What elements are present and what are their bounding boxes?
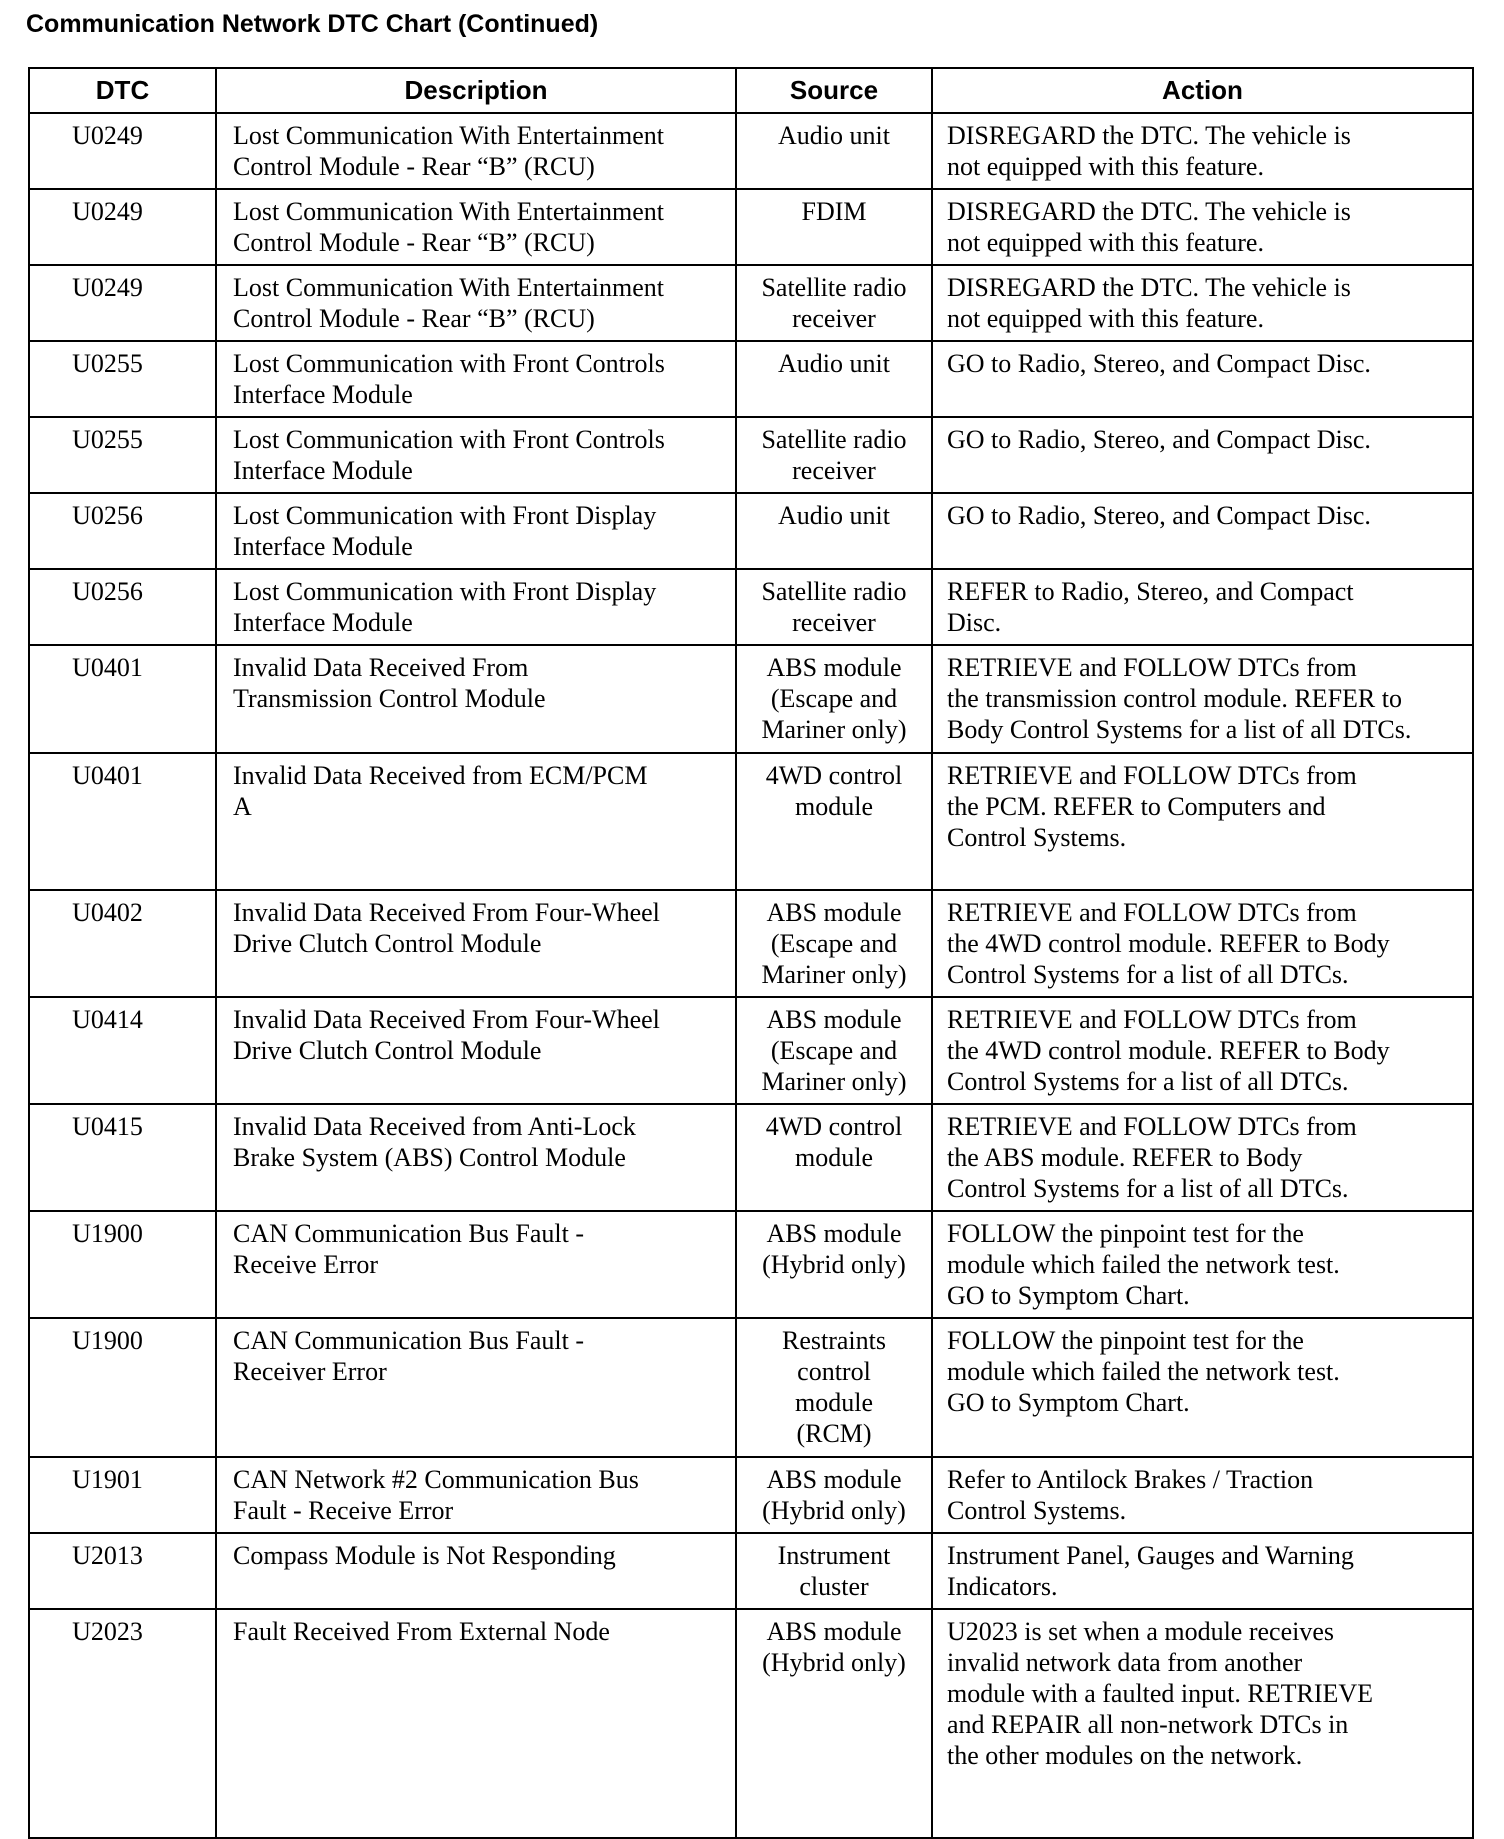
- action-cell-line: Instrument Panel, Gauges and Warning: [947, 1541, 1354, 1570]
- table-row: [29, 1457, 1473, 1533]
- description-cell-line: Fault - Receive Error: [233, 1496, 454, 1525]
- source-cell: [736, 997, 932, 1104]
- source-cell-line: ABS module: [766, 653, 902, 682]
- table-row: [29, 417, 1473, 493]
- source-cell: [736, 1211, 932, 1318]
- action-cell: [932, 1609, 1473, 1838]
- action-cell-line: the PCM. REFER to Computers and: [947, 792, 1326, 821]
- description-cell-line: Lost Communication with Front Controls: [233, 425, 665, 454]
- dtc-cell: U0415: [29, 1104, 216, 1211]
- source-cell: [736, 417, 932, 493]
- description-cell-line: Lost Communication with Front Controls: [233, 349, 665, 378]
- table-body: [29, 113, 1473, 1838]
- description-cell-line: Invalid Data Received from Anti-Lock: [233, 1112, 636, 1141]
- source-cell: [736, 1457, 932, 1533]
- description-cell: [216, 493, 736, 569]
- description-cell-line: Compass Module is Not Responding: [233, 1541, 616, 1570]
- source-cell-line: ABS module: [766, 1465, 902, 1494]
- source-cell-line: Mariner only): [761, 715, 907, 744]
- dtc-cell: U0256: [29, 493, 216, 569]
- description-cell-line: Drive Clutch Control Module: [233, 1036, 542, 1065]
- table-row: [29, 569, 1473, 645]
- action-cell-line: RETRIEVE and FOLLOW DTCs from: [947, 898, 1357, 927]
- source-cell: [736, 493, 932, 569]
- description-cell: [216, 997, 736, 1104]
- source-cell-line: Satellite radio: [761, 273, 907, 302]
- dtc-cell: U1900: [29, 1211, 216, 1318]
- description-cell-line: Lost Communication With Entertainment: [233, 197, 665, 226]
- description-cell-line: Drive Clutch Control Module: [233, 929, 542, 958]
- action-cell-line: Control Systems for a list of all DTCs.: [947, 1067, 1349, 1096]
- description-cell: [216, 1211, 736, 1318]
- action-cell-line: Control Systems.: [947, 823, 1127, 852]
- table-row: [29, 265, 1473, 341]
- source-cell: [736, 890, 932, 997]
- source-cell: [736, 1104, 932, 1211]
- description-cell: [216, 645, 736, 753]
- source-cell: [736, 569, 932, 645]
- action-cell-line: the 4WD control module. REFER to Body: [947, 1036, 1390, 1065]
- dtc-cell: U0249: [29, 265, 216, 341]
- action-cell: [932, 1211, 1473, 1318]
- action-cell-line: module which failed the network test.: [947, 1250, 1340, 1279]
- description-cell-line: Lost Communication With Entertainment: [233, 121, 665, 150]
- description-cell-line: Fault Received From External Node: [233, 1617, 610, 1646]
- action-cell: [932, 493, 1473, 569]
- source-cell-line: ABS module: [766, 1005, 902, 1034]
- source-cell: [736, 341, 932, 417]
- dtc-table: [28, 67, 1474, 1839]
- description-cell-line: Invalid Data Received From Four-Wheel: [233, 1005, 660, 1034]
- action-cell-line: DISREGARD the DTC. The vehicle is: [947, 273, 1351, 302]
- action-cell-line: GO to Radio, Stereo, and Compact Disc.: [947, 501, 1371, 530]
- table-row: [29, 341, 1473, 417]
- action-cell-line: RETRIEVE and FOLLOW DTCs from: [947, 1005, 1357, 1034]
- action-cell-line: RETRIEVE and FOLLOW DTCs from: [947, 653, 1357, 682]
- description-cell-line: Invalid Data Received From: [233, 653, 529, 682]
- description-cell-line: Lost Communication with Front Display: [233, 577, 657, 606]
- description-cell-line: Receiver Error: [233, 1357, 387, 1386]
- description-cell-line: Transmission Control Module: [233, 684, 546, 713]
- table-row: [29, 113, 1473, 189]
- source-cell: [736, 1533, 932, 1609]
- action-cell-line: module with a faulted input. RETRIEVE: [947, 1679, 1374, 1708]
- source-cell-line: receiver: [792, 608, 876, 637]
- table-header-row: [29, 68, 1473, 113]
- source-cell: [736, 753, 932, 890]
- table-row: [29, 1609, 1473, 1838]
- header-description: Description: [216, 68, 736, 113]
- table-row: [29, 1104, 1473, 1211]
- source-cell-line: (Hybrid only): [762, 1648, 906, 1677]
- action-cell-line: invalid network data from another: [947, 1648, 1303, 1677]
- description-cell: [216, 1457, 736, 1533]
- description-cell: [216, 265, 736, 341]
- header-action: Action: [932, 68, 1473, 113]
- table-row: [29, 1318, 1473, 1457]
- action-cell-line: GO to Radio, Stereo, and Compact Disc.: [947, 425, 1371, 454]
- source-cell-line: cluster: [799, 1572, 869, 1601]
- source-cell-line: Mariner only): [761, 1067, 907, 1096]
- source-cell: [736, 189, 932, 265]
- action-cell-line: FOLLOW the pinpoint test for the: [947, 1219, 1304, 1248]
- description-cell-line: Control Module - Rear “B” (RCU): [233, 304, 595, 333]
- description-cell-line: CAN Network #2 Communication Bus: [233, 1465, 639, 1494]
- description-cell-line: Invalid Data Received from ECM/PCM: [233, 761, 648, 790]
- action-cell-line: and REPAIR all non-network DTCs in: [947, 1710, 1349, 1739]
- source-cell: [736, 645, 932, 753]
- source-cell-line: Audio unit: [778, 349, 890, 378]
- description-cell-line: A: [233, 792, 252, 821]
- action-cell-line: Control Systems.: [947, 1496, 1127, 1525]
- description-cell-line: Interface Module: [233, 456, 413, 485]
- action-cell: [932, 113, 1473, 189]
- header-dtc: DTC: [29, 68, 216, 113]
- action-cell-line: not equipped with this feature.: [947, 152, 1264, 181]
- action-cell-line: GO to Radio, Stereo, and Compact Disc.: [947, 349, 1371, 378]
- source-cell-line: Mariner only): [761, 960, 907, 989]
- dtc-cell: U0402: [29, 890, 216, 997]
- dtc-cell: U1900: [29, 1318, 216, 1457]
- source-cell-line: ABS module: [766, 1617, 902, 1646]
- action-cell-line: FOLLOW the pinpoint test for the: [947, 1326, 1304, 1355]
- action-cell-line: GO to Symptom Chart.: [947, 1388, 1190, 1417]
- description-cell: [216, 1609, 736, 1838]
- source-cell-line: FDIM: [801, 197, 867, 226]
- source-cell: [736, 1609, 932, 1838]
- page-title: Communication Network DTC Chart (Continued): [26, 10, 599, 38]
- table-row: [29, 753, 1473, 890]
- table-row: [29, 1533, 1473, 1609]
- header-source: Source: [736, 68, 932, 113]
- action-cell-line: Body Control Systems for a list of all DTCs.: [947, 715, 1412, 744]
- description-cell: [216, 753, 736, 890]
- description-cell: [216, 1318, 736, 1457]
- dtc-cell: U0255: [29, 341, 216, 417]
- source-cell: [736, 265, 932, 341]
- table-row: [29, 1211, 1473, 1318]
- dtc-cell: U2013: [29, 1533, 216, 1609]
- description-cell-line: Invalid Data Received From Four-Wheel: [233, 898, 660, 927]
- action-cell-line: not equipped with this feature.: [947, 228, 1264, 257]
- description-cell: [216, 1533, 736, 1609]
- table-row: [29, 493, 1473, 569]
- description-cell: [216, 341, 736, 417]
- action-cell-line: Disc.: [947, 608, 1002, 637]
- action-cell-line: Indicators.: [947, 1572, 1058, 1601]
- dtc-cell: U0414: [29, 997, 216, 1104]
- source-cell-line: (Hybrid only): [762, 1250, 906, 1279]
- description-cell-line: Lost Communication With Entertainment: [233, 273, 665, 302]
- dtc-cell: U0249: [29, 189, 216, 265]
- action-cell-line: RETRIEVE and FOLLOW DTCs from: [947, 1112, 1357, 1141]
- source-cell-line: (Escape and: [770, 1036, 898, 1065]
- dtc-cell: U0256: [29, 569, 216, 645]
- action-cell-line: not equipped with this feature.: [947, 304, 1264, 333]
- action-cell-line: RETRIEVE and FOLLOW DTCs from: [947, 761, 1357, 790]
- description-cell: [216, 113, 736, 189]
- source-cell-line: Satellite radio: [761, 425, 907, 454]
- source-cell-line: module: [795, 1388, 873, 1417]
- action-cell-line: GO to Symptom Chart.: [947, 1281, 1190, 1310]
- action-cell-line: the 4WD control module. REFER to Body: [947, 929, 1390, 958]
- action-cell: [932, 341, 1473, 417]
- action-cell: [932, 1104, 1473, 1211]
- action-cell-line: the transmission control module. REFER to: [947, 684, 1402, 713]
- table-row: [29, 645, 1473, 753]
- action-cell: [932, 1318, 1473, 1457]
- source-cell-line: 4WD control: [765, 761, 903, 790]
- action-cell-line: the ABS module. REFER to Body: [947, 1143, 1303, 1172]
- action-cell-line: Control Systems for a list of all DTCs.: [947, 960, 1349, 989]
- action-cell: [932, 1457, 1473, 1533]
- dtc-cell: U0249: [29, 113, 216, 189]
- action-cell: [932, 265, 1473, 341]
- source-cell-line: receiver: [792, 304, 876, 333]
- source-cell-line: ABS module: [766, 898, 902, 927]
- action-cell-line: Control Systems for a list of all DTCs.: [947, 1174, 1349, 1203]
- action-cell-line: U2023 is set when a module receives: [947, 1617, 1335, 1646]
- source-cell-line: (Escape and: [770, 684, 898, 713]
- description-cell: [216, 417, 736, 493]
- description-cell-line: Control Module - Rear “B” (RCU): [233, 228, 595, 257]
- source-cell-line: Restraints: [782, 1326, 886, 1355]
- action-cell-line: Refer to Antilock Brakes / Traction: [947, 1465, 1314, 1494]
- action-cell: [932, 189, 1473, 265]
- table-row: [29, 997, 1473, 1104]
- description-cell: [216, 569, 736, 645]
- action-cell: [932, 1533, 1473, 1609]
- source-cell-line: (RCM): [796, 1419, 872, 1448]
- source-cell-line: (Hybrid only): [762, 1496, 906, 1525]
- description-cell: [216, 1104, 736, 1211]
- description-cell-line: Interface Module: [233, 380, 413, 409]
- action-cell: [932, 645, 1473, 753]
- source-cell-line: module: [795, 792, 873, 821]
- description-cell-line: Interface Module: [233, 608, 413, 637]
- dtc-cell: U1901: [29, 1457, 216, 1533]
- action-cell: [932, 997, 1473, 1104]
- source-cell: [736, 1318, 932, 1457]
- description-cell: [216, 890, 736, 997]
- description-cell: [216, 189, 736, 265]
- action-cell-line: module which failed the network test.: [947, 1357, 1340, 1386]
- source-cell-line: receiver: [792, 456, 876, 485]
- description-cell-line: CAN Communication Bus Fault -: [233, 1326, 584, 1355]
- action-cell: [932, 753, 1473, 890]
- dtc-cell: U0401: [29, 645, 216, 753]
- action-cell: [932, 417, 1473, 493]
- action-cell-line: the other modules on the network.: [947, 1741, 1303, 1770]
- source-cell-line: module: [795, 1143, 873, 1172]
- action-cell: [932, 890, 1473, 997]
- action-cell-line: REFER to Radio, Stereo, and Compact: [947, 577, 1354, 606]
- description-cell-line: Interface Module: [233, 532, 413, 561]
- action-cell-line: DISREGARD the DTC. The vehicle is: [947, 121, 1351, 150]
- source-cell-line: Audio unit: [778, 501, 890, 530]
- description-cell-line: Brake System (ABS) Control Module: [233, 1143, 626, 1172]
- dtc-cell: U0255: [29, 417, 216, 493]
- table-row: [29, 189, 1473, 265]
- source-cell-line: (Escape and: [770, 929, 898, 958]
- source-cell-line: ABS module: [766, 1219, 902, 1248]
- dtc-cell: U2023: [29, 1609, 216, 1838]
- source-cell-line: Audio unit: [778, 121, 890, 150]
- action-cell: [932, 569, 1473, 645]
- description-cell-line: CAN Communication Bus Fault -: [233, 1219, 584, 1248]
- description-cell-line: Lost Communication with Front Display: [233, 501, 657, 530]
- source-cell-line: Satellite radio: [761, 577, 907, 606]
- dtc-cell: U0401: [29, 753, 216, 890]
- description-cell-line: Control Module - Rear “B” (RCU): [233, 152, 595, 181]
- source-cell-line: Instrument: [777, 1541, 891, 1570]
- source-cell: [736, 113, 932, 189]
- table-row: [29, 890, 1473, 997]
- source-cell-line: 4WD control: [765, 1112, 903, 1141]
- source-cell-line: control: [797, 1357, 871, 1386]
- action-cell-line: DISREGARD the DTC. The vehicle is: [947, 197, 1351, 226]
- description-cell-line: Receive Error: [233, 1250, 379, 1279]
